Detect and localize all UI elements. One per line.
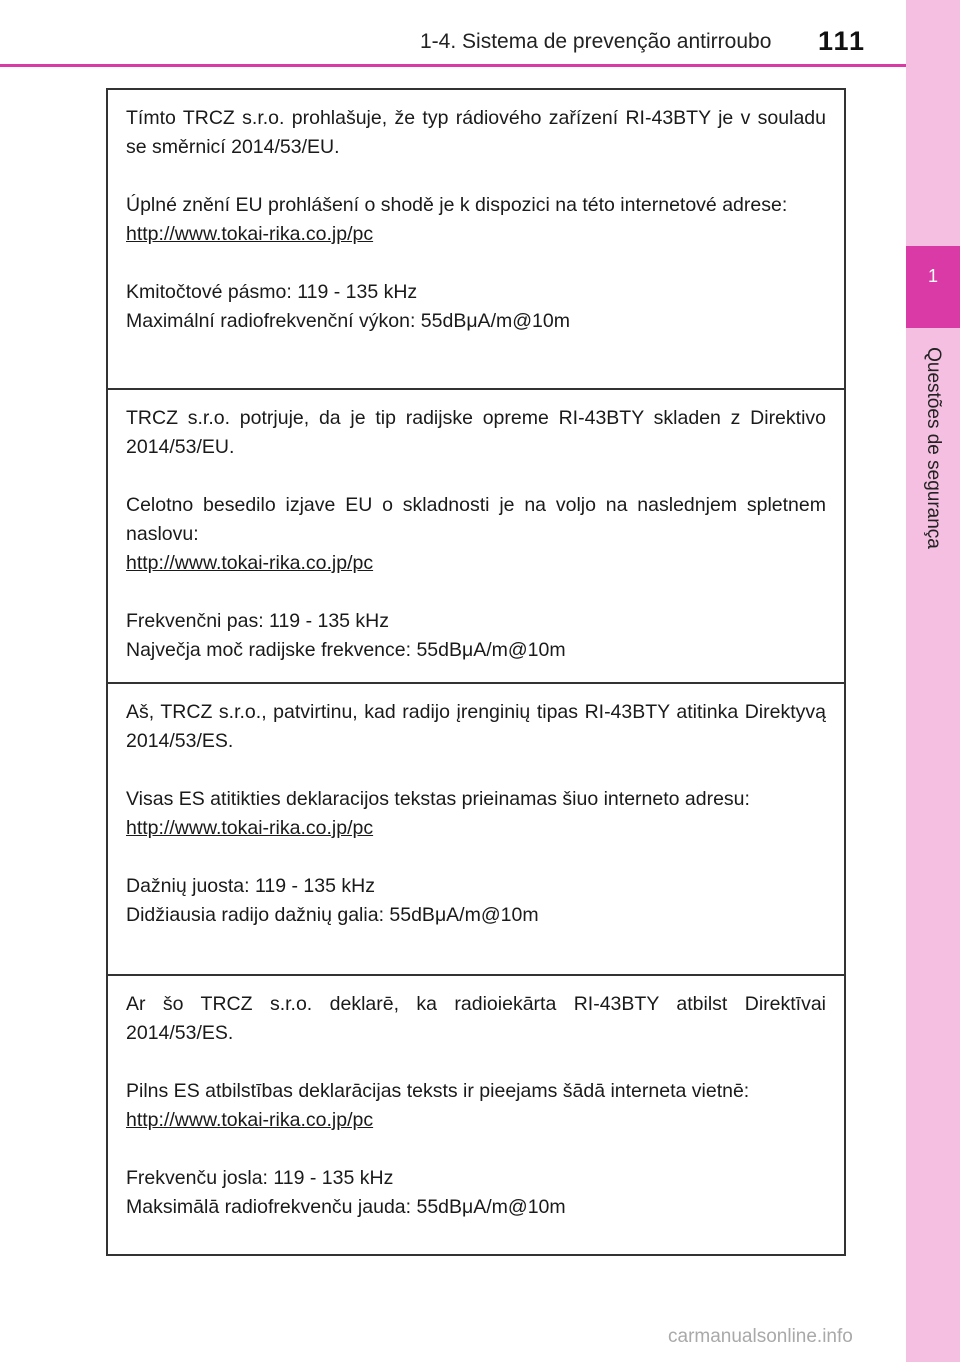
chapter-title: Questões de segurança [923,347,944,549]
declaration-availability: Visas ES atitikties deklaracijos tekstas prieinamas šiuo interneto adresu: [126,788,750,810]
header-divider [0,64,906,67]
frequency-band: Dažnių juosta: 119 - 135 kHz [126,875,375,897]
max-power: Maximální radiofrekvenční výkon: 55dBμA/m@10m [126,310,570,332]
declaration-table [106,88,846,1256]
declaration-statement: TRCZ s.r.o. potrjuje, da je tip radijske opreme RI-43BTY skladen z Direktivo 2014/53/EU. [126,407,826,458]
declaration-url-link[interactable]: http://www.tokai-rika.co.jp/pc [126,223,374,245]
declaration-url-link[interactable]: http://www.tokai-rika.co.jp/pc [126,552,374,574]
declaration-cell-slovenian [108,388,844,682]
chapter-number: 1 [927,266,938,286]
declaration-url-link[interactable]: http://www.tokai-rika.co.jp/pc [126,817,374,839]
declaration-statement: Tímto TRCZ s.r.o. prohlašuje, že typ rádiového zařízení RI-43BTY je v souladu se směrnicí 2014/53/EU. [126,107,826,158]
site-watermark: carmanualsonline.info [668,1326,853,1347]
side-tab-strip [906,0,960,1362]
declaration-url-link[interactable]: http://www.tokai-rika.co.jp/pc [126,1109,374,1131]
page-number: 111 [818,26,867,56]
chapter-tab[interactable] [906,246,960,328]
declaration-cell-czech [108,90,844,388]
declaration-statement: Aš, TRCZ s.r.o., patvirtinu, kad radijo įrenginių tipas RI-43BTY atitinka Direktyvą 2014/53/ES. [126,701,826,752]
max-power: Maksimālā radiofrekvenču jauda: 55dBμA/m@10m [126,1196,566,1218]
frequency-band: Frekvenču josla: 119 - 135 kHz [126,1167,394,1189]
declaration-availability: Úplné znění EU prohlášení o shodě je k dispozici na této internetové adrese: [126,194,788,216]
max-power: Didžiausia radijo dažnių galia: 55dBμA/m@10m [126,904,539,926]
declaration-availability: Pilns ES atbilstības deklarācijas teksts ir pieejams šādā interneta vietnē: [126,1080,750,1102]
declaration-availability: Celotno besedilo izjave EU o skladnosti je na voljo na naslednjem spletnem naslovu: [126,494,826,545]
section-title: 1-4. Sistema de prevenção antirroubo [420,30,772,53]
frequency-band: Kmitočtové pásmo: 119 - 135 kHz [126,281,418,303]
max-power: Največja moč radijske frekvence: 55dBμA/m@10m [126,639,566,661]
declaration-cell-lithuanian [108,682,844,974]
declaration-cell-latvian [108,974,844,1254]
frequency-band: Frekvenčni pas: 119 - 135 kHz [126,610,390,632]
declaration-statement: Ar šo TRCZ s.r.o. deklarē, ka radioiekārta RI-43BTY atbilst Direktīvai 2014/53/ES. [126,993,826,1044]
